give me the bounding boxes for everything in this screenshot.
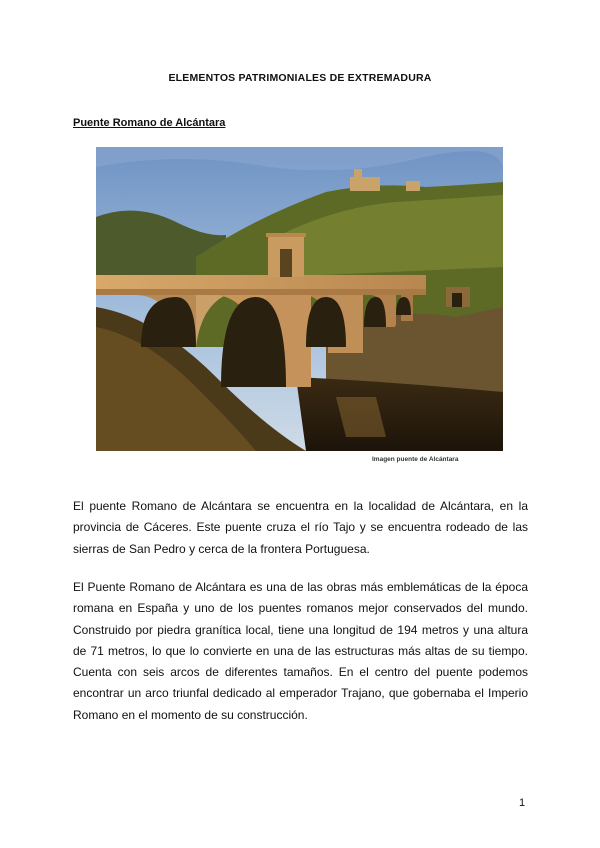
page-title: ELEMENTOS PATRIMONIALES DE EXTREMADURA — [168, 72, 432, 84]
image-caption: Imagen puente de Alcántara — [372, 456, 459, 463]
page-number: 1 — [519, 797, 526, 809]
paragraph-2: El Puente Romano de Alcántara es una de las obras más emblemáticas de la época romana en España y uno de los puentes romanos mejor conservados del mundo. Construido por piedra granítica local, tiene una longitud de 194 metros y una altura de 71 metros, lo que lo convierte en una de las estructuras más altas de su tiempo. Cuenta con seis arcos de diferentes tamaños. En el centro del puente podemos encontrar un arco triunfal dedicado al emperador Trajano, que gobernaba el Imperio Romano en el momento de su construcción. — [73, 580, 528, 722]
section-heading: Puente Romano de Alcántara — [73, 117, 226, 129]
paragraph-1: El puente Romano de Alcántara se encuentra en la localidad de Alcántara, en la provincia de Cáceres. Este puente cruza el río Tajo y se encuentra rodeado de las sierras de San Pedro y cerca de la frontera Portuguesa. — [73, 499, 528, 556]
bridge-photo — [96, 147, 503, 451]
